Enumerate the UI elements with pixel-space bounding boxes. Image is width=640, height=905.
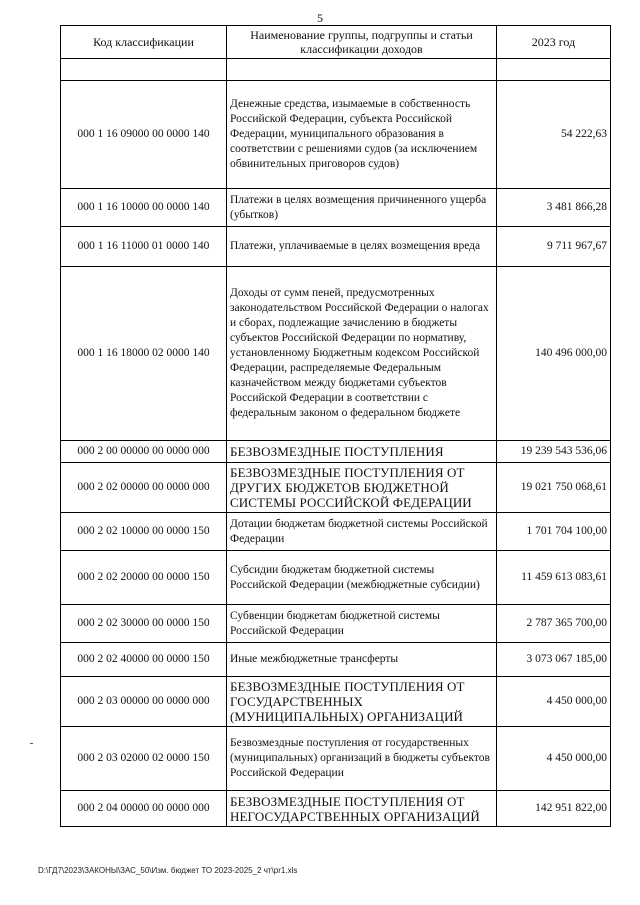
row-name: Платежи, уплачиваемые в целях возмещения вреда: [227, 227, 497, 267]
row-amount: 19 239 543 536,06: [497, 441, 611, 463]
row-amount: 4 450 000,00: [497, 677, 611, 727]
row-amount: 142 951 822,00: [497, 791, 611, 827]
page-number: 5: [317, 11, 323, 25]
table-row: [61, 441, 611, 463]
table-row: [61, 605, 611, 643]
row-code: 000 2 00 00000 00 0000 000: [61, 441, 227, 463]
row-amount: 1 701 704 100,00: [497, 513, 611, 551]
row-amount: 54 222,63: [497, 81, 611, 189]
row-name: Доходы от сумм пеней, предусмотренных законодательством Российской Федерации о налогах и сборах, подлежащие зачислению в бюджеты субъектов Российской Федерации по нормативу, установленному Бюджетным кодексом Российской Федерации, распределяемые Федеральным казначейством между бюджетами субъектов Российской Федерации в соответствии с федеральным законом о федеральном бюджете: [227, 267, 497, 441]
table-row: [61, 227, 611, 267]
table-row: [61, 81, 611, 189]
row-amount: 2 787 365 700,00: [497, 605, 611, 643]
row-name: Безвозмездные поступления от государственных (муниципальных) организаций в бюджеты субъектов Российской Федерации: [227, 727, 497, 791]
row-amount: 3 481 866,28: [497, 189, 611, 227]
header-code: Код классификации: [61, 26, 227, 59]
table-row: [61, 463, 611, 513]
row-amount: 19 021 750 068,61: [497, 463, 611, 513]
table-row: [61, 513, 611, 551]
row-code: 000 1 16 10000 00 0000 140: [61, 189, 227, 227]
table-row: [61, 727, 611, 791]
row-amount: 11 459 613 083,61: [497, 551, 611, 605]
row-code: 000 1 16 11000 01 0000 140: [61, 227, 227, 267]
row-code: 000 2 02 10000 00 0000 150: [61, 513, 227, 551]
row-code: 000 2 02 20000 00 0000 150: [61, 551, 227, 605]
row-name: Субвенции бюджетам бюджетной системы Российской Федерации: [227, 605, 497, 643]
row-code: 000 2 03 00000 00 0000 000: [61, 677, 227, 727]
row-name: Дотации бюджетам бюджетной системы Российской Федерации: [227, 513, 497, 551]
row-code: 000 2 02 40000 00 0000 150: [61, 643, 227, 677]
budget-table: [60, 25, 611, 827]
row-code: 000 2 02 30000 00 0000 150: [61, 605, 227, 643]
row-amount: 4 450 000,00: [497, 727, 611, 791]
row-amount: 9 711 967,67: [497, 227, 611, 267]
row-name: Денежные средства, изымаемые в собственность Российской Федерации, субъекта Российской Федерации, муниципального образования в соответствии с решениями судов (за исключением обвинительных приговоров судов): [227, 81, 497, 189]
header-year: 2023 год: [497, 26, 611, 59]
row-amount: 140 496 000,00: [497, 267, 611, 441]
footer-file-path: D:\ГД7\2023\ЗАКОНЫ\ЗАС_50\Изм. бюджет ТО 2023-2025_2 чт\pr1.xls: [38, 866, 298, 875]
row-code: 000 2 04 00000 00 0000 000: [61, 791, 227, 827]
table-row: [61, 189, 611, 227]
row-name: БЕЗВОЗМЕЗДНЫЕ ПОСТУПЛЕНИЯ ОТ ДРУГИХ БЮДЖЕТОВ БЮДЖЕТНОЙ СИСТЕМЫ РОССИЙСКОЙ ФЕДЕРАЦИИ: [227, 463, 497, 513]
row-name: Иные межбюджетные трансферты: [227, 643, 497, 677]
row-name: Платежи в целях возмещения причиненного ущерба (убытков): [227, 189, 497, 227]
row-amount: 3 073 067 185,00: [497, 643, 611, 677]
table-spacer-row: [61, 59, 611, 81]
row-name: БЕЗВОЗМЕЗДНЫЕ ПОСТУПЛЕНИЯ ОТ НЕГОСУДАРСТВЕННЫХ ОРГАНИЗАЦИЙ: [227, 791, 497, 827]
margin-mark: [30, 743, 33, 744]
row-code: 000 2 02 00000 00 0000 000: [61, 463, 227, 513]
table-row: [61, 551, 611, 605]
row-code: 000 1 16 18000 02 0000 140: [61, 267, 227, 441]
row-name: Субсидии бюджетам бюджетной системы Российской Федерации (межбюджетные субсидии): [227, 551, 497, 605]
row-code: 000 2 03 02000 02 0000 150: [61, 727, 227, 791]
header-name: Наименование группы, подгруппы и статьи классификации доходов: [227, 26, 497, 59]
table-row: [61, 677, 611, 727]
table-row: [61, 267, 611, 441]
row-name: БЕЗВОЗМЕЗДНЫЕ ПОСТУПЛЕНИЯ: [227, 441, 497, 463]
table-header-row: [61, 26, 611, 59]
table-row: [61, 791, 611, 827]
row-code: 000 1 16 09000 00 0000 140: [61, 81, 227, 189]
row-name: БЕЗВОЗМЕЗДНЫЕ ПОСТУПЛЕНИЯ ОТ ГОСУДАРСТВЕННЫХ (МУНИЦИПАЛЬНЫХ) ОРГАНИЗАЦИЙ: [227, 677, 497, 727]
table-row: [61, 643, 611, 677]
